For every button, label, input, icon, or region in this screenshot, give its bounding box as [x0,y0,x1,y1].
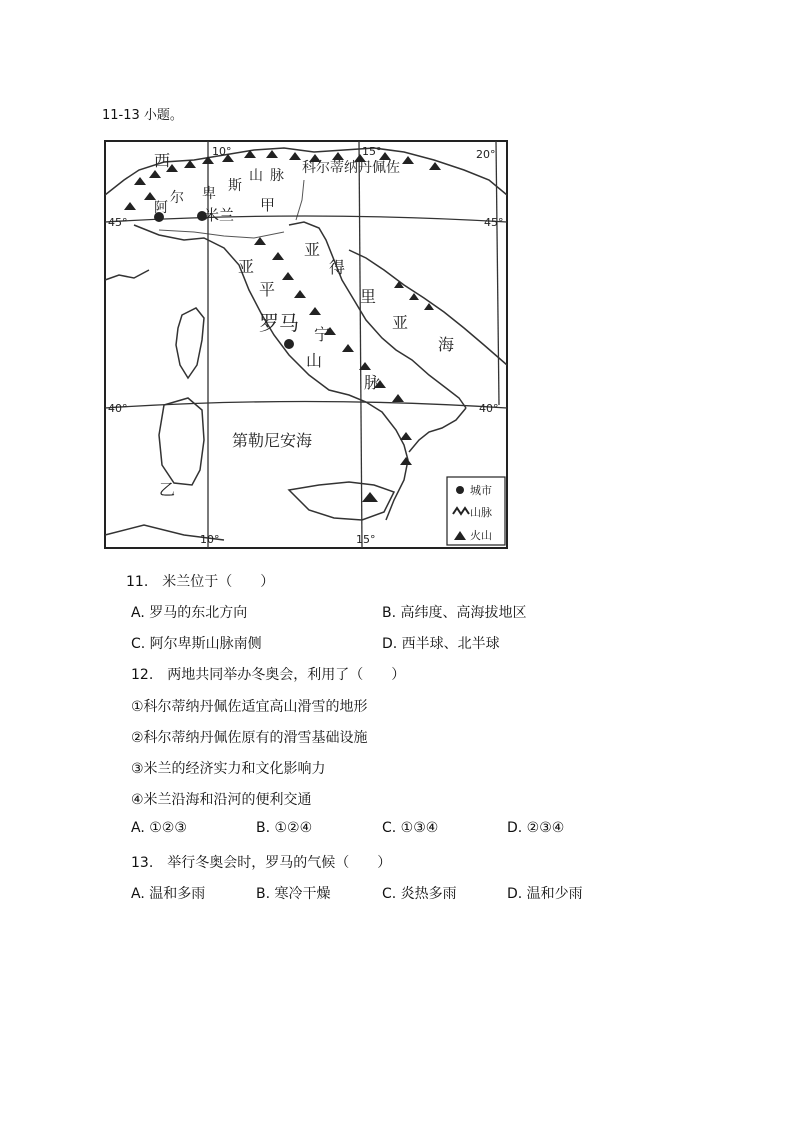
q13-option-b[interactable]: B. 寒冷干燥 [256,886,331,902]
label-er: 尔 [170,190,184,206]
map-legend [447,477,505,545]
q12-option-d[interactable]: D. ②③④ [507,820,565,836]
label-lon15-top: 15° [362,145,382,158]
q12-option-a[interactable]: A. ①②③ [131,820,187,836]
label-cortina: 科尔蒂纳丹佩佐 [302,160,400,176]
label-lon20-top: 20° [476,148,496,161]
label-lat40-left: 40° [108,402,128,415]
q12-item-4: ④米兰沿海和沿河的便利交通 [131,792,312,808]
q11-option-a[interactable]: A. 罗马的东北方向 [131,605,248,621]
label-mai2: 脉 [364,373,381,392]
label-a: 阿 [154,200,168,216]
q11-option-b[interactable]: B. 高纬度、高海拔地区 [382,605,527,621]
city-dot-rome [284,339,294,349]
label-bei: 卑 [202,186,216,202]
q12-item-1: ①科尔蒂纳丹佩佐适宜高山滑雪的地形 [131,699,368,715]
label-lat40-right: 40° [479,402,499,415]
label-ning: 宁 [314,325,331,344]
label-xi: 西 [154,151,171,170]
q11-option-c[interactable]: C. 阿尔卑斯山脉南侧 [131,636,262,652]
label-rome: 罗马 [259,311,299,335]
question-12-stem: 12. 两地共同举办冬奥会，利用了（ ） [131,667,406,683]
label-lat45-right: 45° [484,216,504,229]
label-ya2: 亚 [392,313,409,332]
label-lon15-bottom: 15° [356,533,376,546]
label-ya1: 亚 [304,240,321,259]
q13-option-c[interactable]: C. 炎热多雨 [382,886,457,902]
q11-option-d[interactable]: D. 西半球、北半球 [382,636,500,652]
label-mai: 脉 [270,168,284,184]
label-jia: 甲 [260,196,276,214]
q12-option-c[interactable]: C. ①③④ [382,820,439,836]
q13-option-d[interactable]: D. 温和少雨 [507,886,583,902]
q12-option-b[interactable]: B. ①②④ [256,820,313,836]
label-lat45-left: 45° [108,216,128,229]
legend-mountain-label: 山脉 [470,506,492,519]
label-tyrrhenian-sea: 第勒尼安海 [232,431,313,450]
question-11-stem: 11. 米兰位于（ ） [126,574,275,590]
q12-item-3: ③米兰的经济实力和文化影响力 [131,761,326,777]
q13-option-a[interactable]: A. 温和多雨 [131,886,206,902]
label-shan2: 山 [306,351,323,370]
label-ping: 平 [259,280,276,299]
label-ya3: 亚 [238,257,255,276]
legend-city-label: 城市 [470,484,492,497]
q12-item-2: ②科尔蒂纳丹佩佐原有的滑雪基础设施 [131,730,368,746]
intro-text: 11-13 小题。 [102,108,183,123]
legend-volcano-label: 火山 [470,529,492,542]
label-lon10-bottom: 10° [200,533,220,546]
label-milan: 米兰 [204,206,235,224]
question-13-stem: 13. 举行冬奥会时，罗马的气候（ ） [131,855,392,871]
italy-map [104,140,508,549]
label-de: 得 [329,258,346,277]
label-si: 斯 [228,178,242,194]
label-hai: 海 [438,335,455,354]
legend-city-icon [456,486,464,494]
label-li: 里 [360,287,377,306]
label-lon10-top: 10° [212,145,232,158]
label-shan: 山 [249,168,263,184]
label-yi: 乙 [159,480,176,499]
